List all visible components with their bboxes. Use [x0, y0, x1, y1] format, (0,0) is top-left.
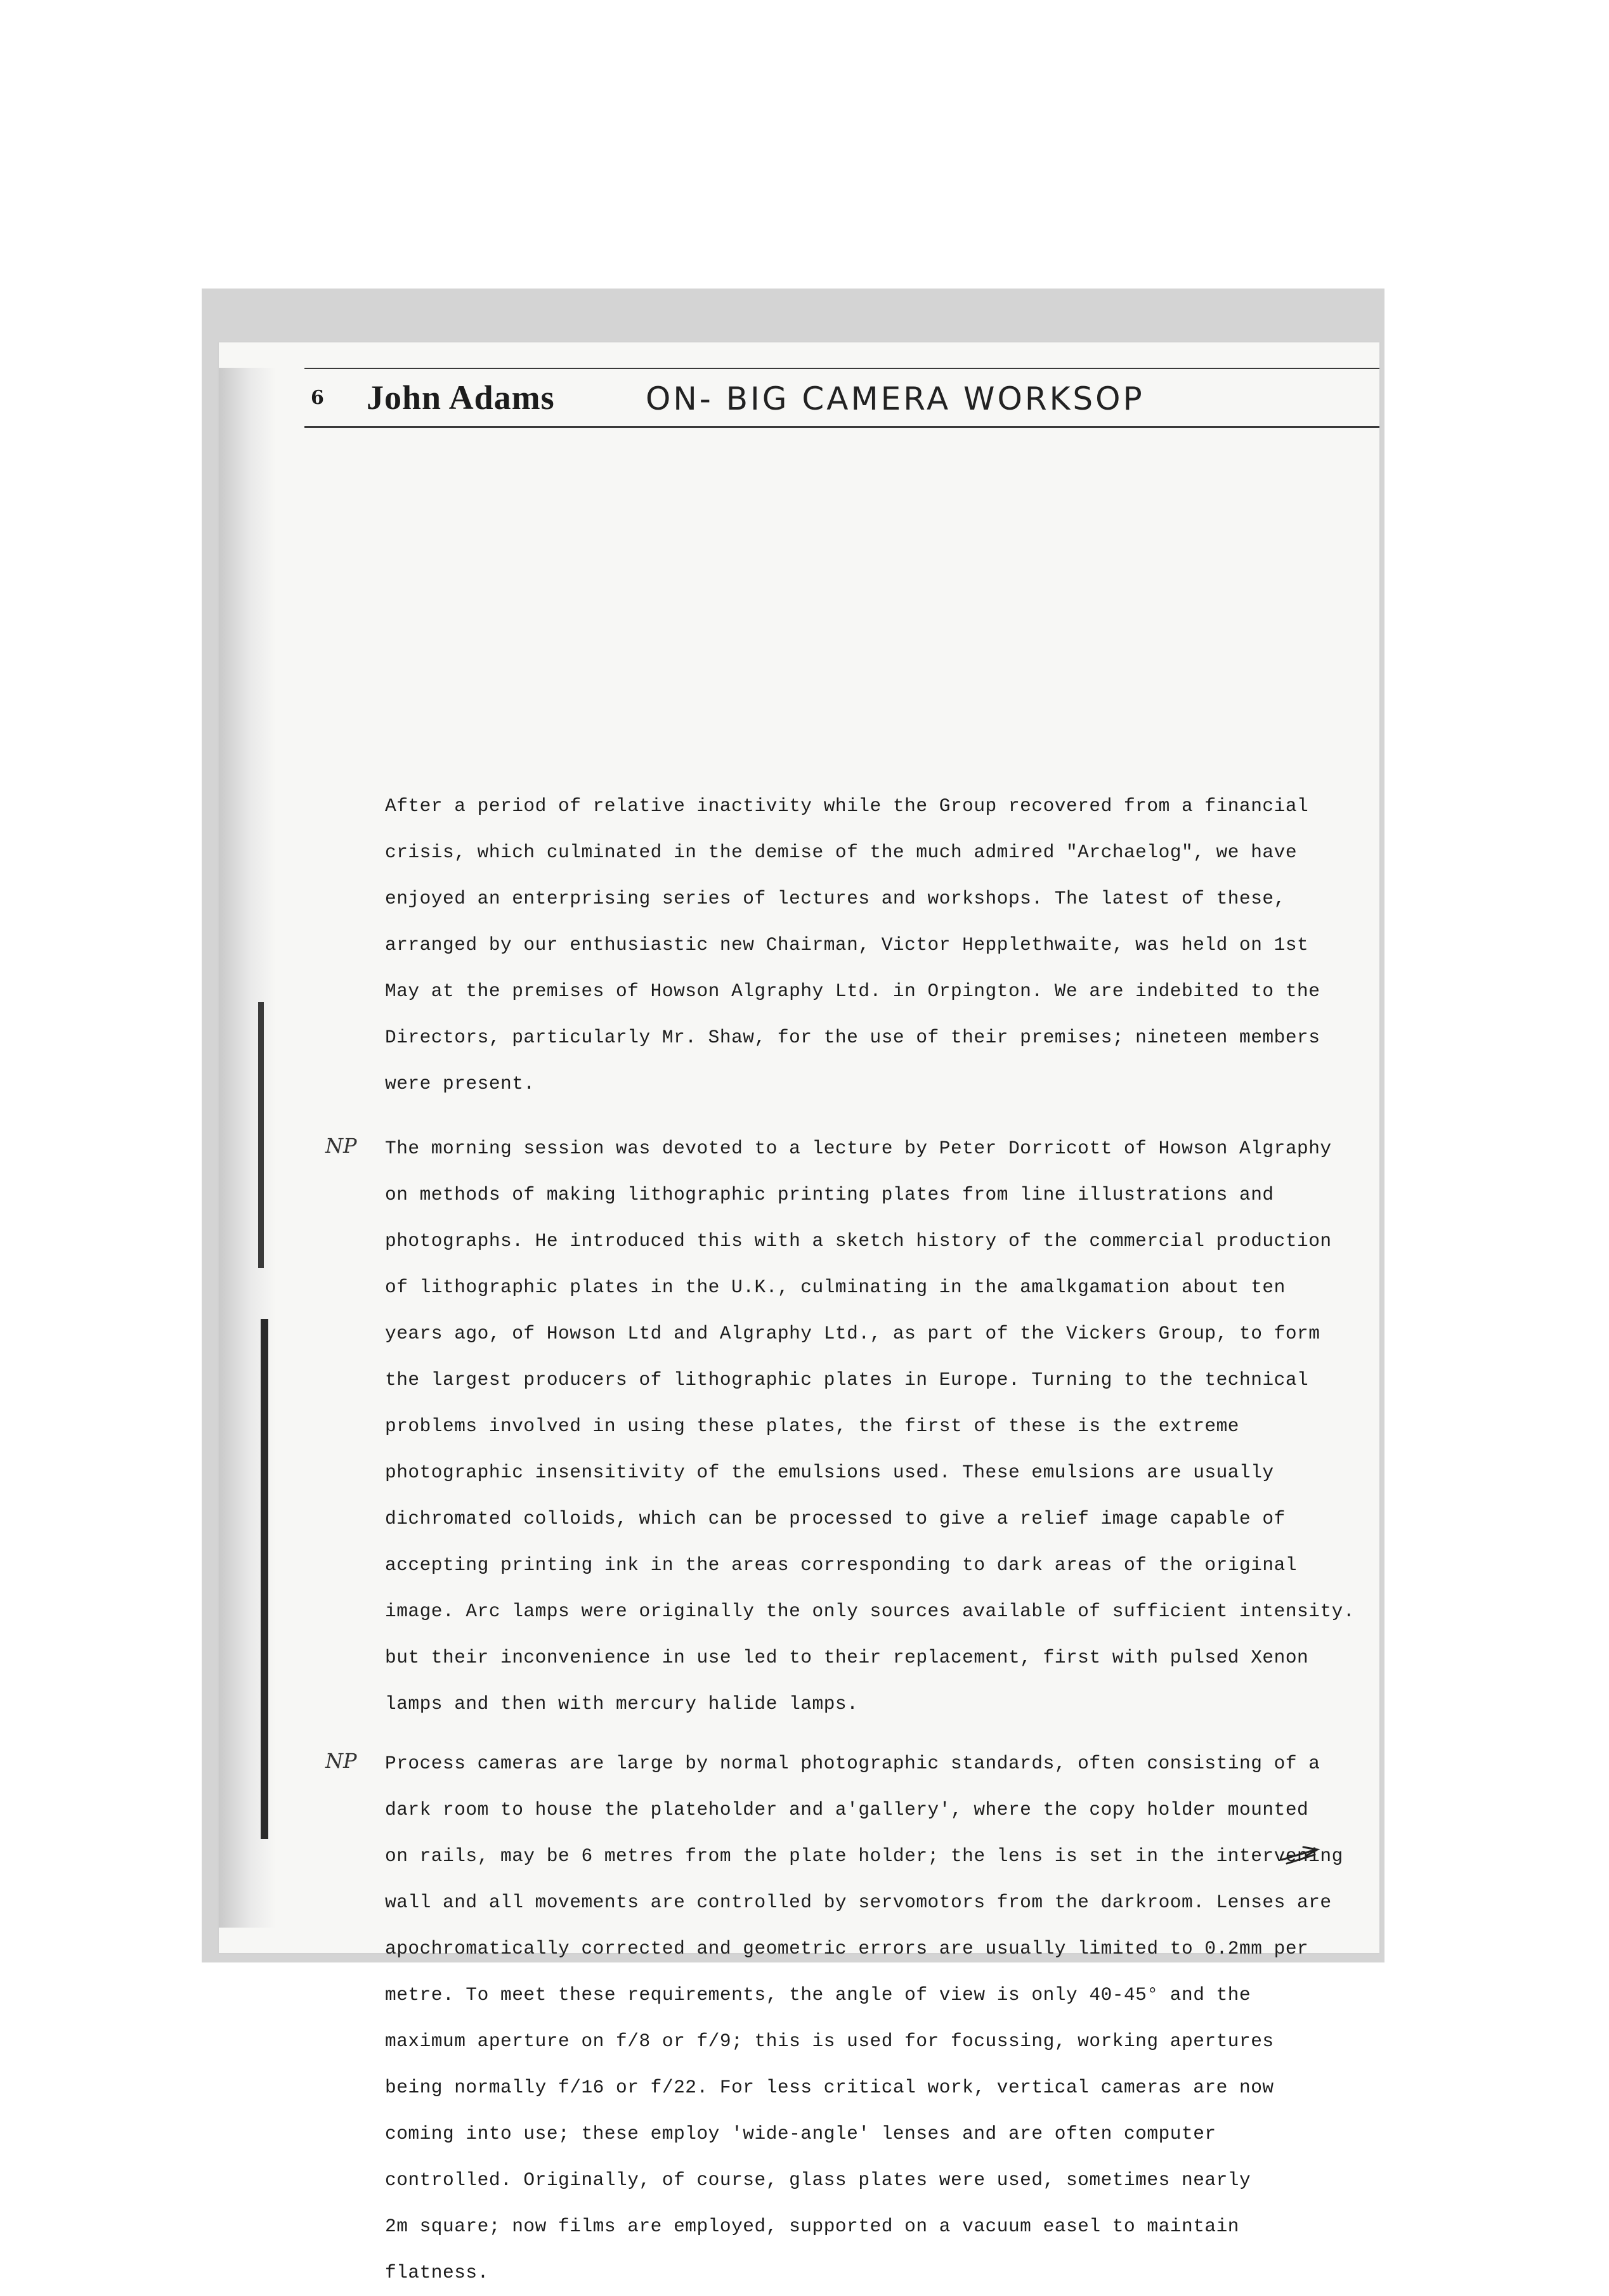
article-title: ON- BIG CAMERA WORKSOP	[646, 380, 1145, 417]
page-header	[304, 368, 1379, 428]
text-line: dark room to house the plateholder and a'gallery', where the copy holder mounted	[385, 1799, 1309, 1820]
text-line: were present.	[385, 1073, 535, 1094]
text-line: enjoyed an enterprising series of lectures and workshops. The latest of these,	[385, 888, 1286, 909]
text-line: maximum aperture on f/8 or f/9; this is used for focussing, working apertures	[385, 2030, 1274, 2052]
continue-arrow-icon	[1278, 1842, 1322, 1867]
text-line: dichromated colloids, which can be processed to give a relief image capable of	[385, 1508, 1286, 1529]
text-line: metre. To meet these requirements, the angle of view is only 40-45° and the	[385, 1984, 1251, 2006]
paragraph-intro	[385, 783, 1336, 1107]
margin-note-new-paragraph: NP	[325, 1134, 357, 1158]
text-line: Directors, particularly Mr. Shaw, for the use of their premises; nineteen members	[385, 1027, 1320, 1048]
text-line: image. Arc lamps were originally the only sources available of sufficient intensity.	[385, 1600, 1355, 1622]
text-line: of lithographic plates in the U.K., culminating in the amalkgamation about ten	[385, 1276, 1286, 1298]
text-line: accepting printing ink in the areas corresponding to dark areas of the original	[385, 1554, 1298, 1576]
text-line: photographic insensitivity of the emulsions used. These emulsions are usually	[385, 1462, 1274, 1483]
text-line: May at the premises of Howson Algraphy Ltd. in Orpington. We are indebited to the	[385, 980, 1320, 1002]
text-line: on rails, may be 6 metres from the plate holder; the lens is set in the intervening	[385, 1845, 1343, 1867]
text-line: photographs. He introduced this with a sketch history of the commercial production	[385, 1230, 1332, 1252]
text-line: wall and all movements are controlled by servomotors from the darkroom. Lenses are	[385, 1891, 1332, 1913]
document-page	[219, 342, 1379, 2283]
text-line: problems involved in using these plates, the first of these is the extreme	[385, 1415, 1240, 1437]
text-line: lamps and then with mercury halide lamps.	[385, 1693, 859, 1715]
binding-mark	[261, 1319, 268, 1839]
page-number: 6	[311, 387, 324, 409]
text-line: but their inconvenience in use led to their replacement, first with pulsed Xenon	[385, 1647, 1309, 1668]
margin-note-new-paragraph: NP	[325, 1749, 357, 1773]
text-line: Process cameras are large by normal photographic standards, often consisting of a	[385, 1753, 1320, 1774]
binding-mark	[258, 1002, 264, 1268]
text-line: coming into use; these employ 'wide-angle' lenses and are often computer	[385, 2123, 1216, 2144]
paragraph-process-cameras	[385, 1741, 1343, 2296]
text-line: controlled. Originally, of course, glass plates were used, sometimes nearly	[385, 2169, 1251, 2191]
text-line: crisis, which culminated in the demise of the much admired "Archaelog", we have	[385, 841, 1298, 863]
text-line: 2m square; now films are employed, supported on a vacuum easel to maintain	[385, 2215, 1240, 2237]
text-line: apochromatically corrected and geometric errors are usually limited to 0.2mm per	[385, 1938, 1309, 1959]
text-line: arranged by our enthusiastic new Chairman, Victor Hepplethwaite, was held on 1st	[385, 934, 1309, 956]
text-line: the largest producers of lithographic plates in Europe. Turning to the technical	[385, 1369, 1309, 1391]
text-line: The morning session was devoted to a lecture by Peter Dorricott of Howson Algraphy	[385, 1138, 1332, 1159]
text-line: being normally f/16 or f/22. For less critical work, vertical cameras are now	[385, 2077, 1274, 2098]
text-line: on methods of making lithographic printing plates from line illustrations and	[385, 1184, 1274, 1205]
text-line: flatness.	[385, 2262, 489, 2283]
paragraph-lecture	[385, 1125, 1355, 1727]
text-line: years ago, of Howson Ltd and Algraphy Ltd., as part of the Vickers Group, to form	[385, 1323, 1320, 1344]
author-name: John Adams	[367, 379, 555, 417]
text-line: After a period of relative inactivity while the Group recovered from a financial	[385, 795, 1309, 817]
